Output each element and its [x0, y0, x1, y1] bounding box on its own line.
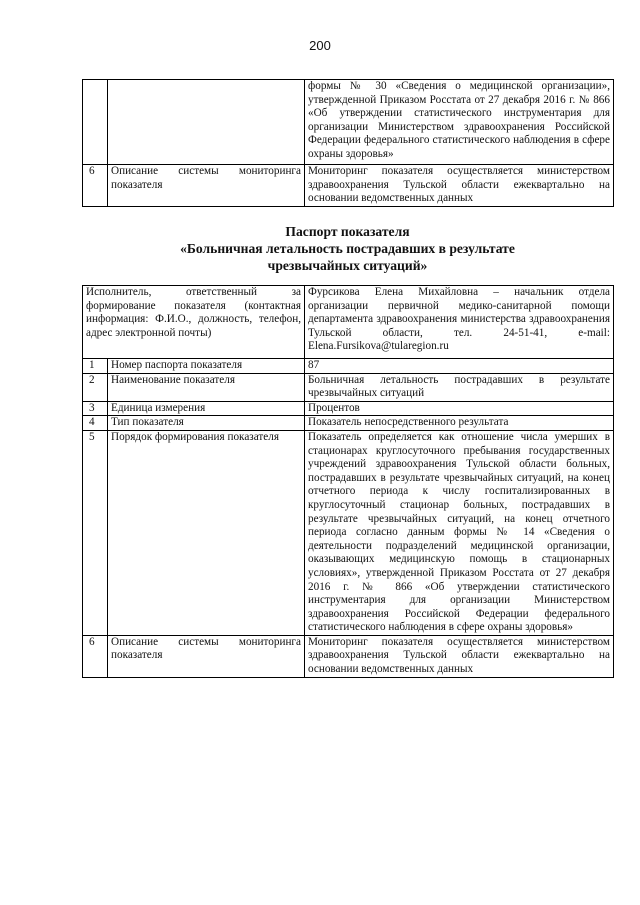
passport-title-line-3: чрезвычайных ситуаций» — [267, 258, 428, 273]
table-row — [83, 635, 614, 677]
row-label: Единица измерения — [108, 401, 305, 416]
row-label: Тип показателя — [108, 416, 305, 431]
previous-passport-table — [82, 79, 614, 207]
row-label: Номер паспорта показателя — [108, 359, 305, 374]
passport-table — [82, 285, 614, 678]
table-row — [83, 165, 614, 207]
table-row — [83, 373, 614, 401]
row-value: Больничная летальность пострадавших в результате чрезвычайных ситуаций — [305, 373, 614, 401]
row-label: Порядок формирования показателя — [108, 430, 305, 635]
row-number: 1 — [83, 359, 108, 374]
row-number: 5 — [83, 430, 108, 635]
row-number: 3 — [83, 401, 108, 416]
row-value: Мониторинг показателя осуществляется министерством здравоохранения Тульской области ежеквартально на основании ведомственных данных — [305, 635, 614, 677]
row-label: Наименование показателя — [108, 373, 305, 401]
row-value: 87 — [305, 359, 614, 374]
row-label: Описание системы мониторинга показателя — [108, 165, 305, 207]
row-number: 6 — [83, 635, 108, 677]
row-number: 6 — [83, 165, 108, 207]
table-row — [83, 416, 614, 431]
table-row — [83, 286, 614, 359]
table-row — [83, 359, 614, 374]
table-cell: формы № 30 «Сведения о медицинской организации», утвержденной Приказом Росстата от 27 декабря 2016 г. № 866 «Об утверждении статистического инструментария для организации Министерством здравоохранения Российской Федерации федерального статистического наблюдения в сфере охраны здоровья» — [305, 80, 614, 165]
row-value: Мониторинг показателя осуществляется министерством здравоохранения Тульской области ежеквартально на основании ведомственных данных — [305, 165, 614, 207]
executor-value: Фурсикова Елена Михайловна – начальник отдела организации первичной медико-санитарной помощи департамента здравоохранения министерства здравоохранения Тульской области, тел. 24-51-41, e-mail: Elena.Fursikova@tularegion.ru — [305, 286, 614, 359]
table-row — [83, 80, 614, 165]
passport-title-line-2: «Больничная летальность пострадавших в результате — [180, 241, 515, 256]
row-value: Показатель непосредственного результата — [305, 416, 614, 431]
row-value: Показатель определяется как отношение числа умерших в стационарах круглосуточного пребывания государственных учреждений здравоохранения Тульской области больных, пострадавших в результате чрезвычайных ситуаций, на конец отчетного периода к числу госпитализированных в круглосуточный стационар больных, пострадавших в результате чрезвычайных ситуаций, на конец отчетного периода согласно данным формы № 14 «Сведения о деятельности подразделений медицинской организации, оказывающих медицинскую помощь в стационарных условиях», утвержденной Приказом Росстата от 27 декабря 2016 г. № 866 «Об утверждении статистического инструментария для организации Министерством здравоохранения Российской Федерации федерального статистического наблюдения в сфере охраны здоровья» — [305, 430, 614, 635]
page-number: 200 — [309, 38, 331, 53]
row-label: Описание системы мониторинга показателя — [108, 635, 305, 677]
table-row — [83, 430, 614, 635]
passport-title-line-1: Паспорт показателя — [285, 224, 410, 239]
executor-label: Исполнитель, ответственный за формирование показателя (контактная информация: Ф.И.О., должность, телефон, адрес электронной почты) — [83, 286, 305, 359]
table-row — [83, 401, 614, 416]
row-value: Процентов — [305, 401, 614, 416]
row-number: 4 — [83, 416, 108, 431]
row-number: 2 — [83, 373, 108, 401]
